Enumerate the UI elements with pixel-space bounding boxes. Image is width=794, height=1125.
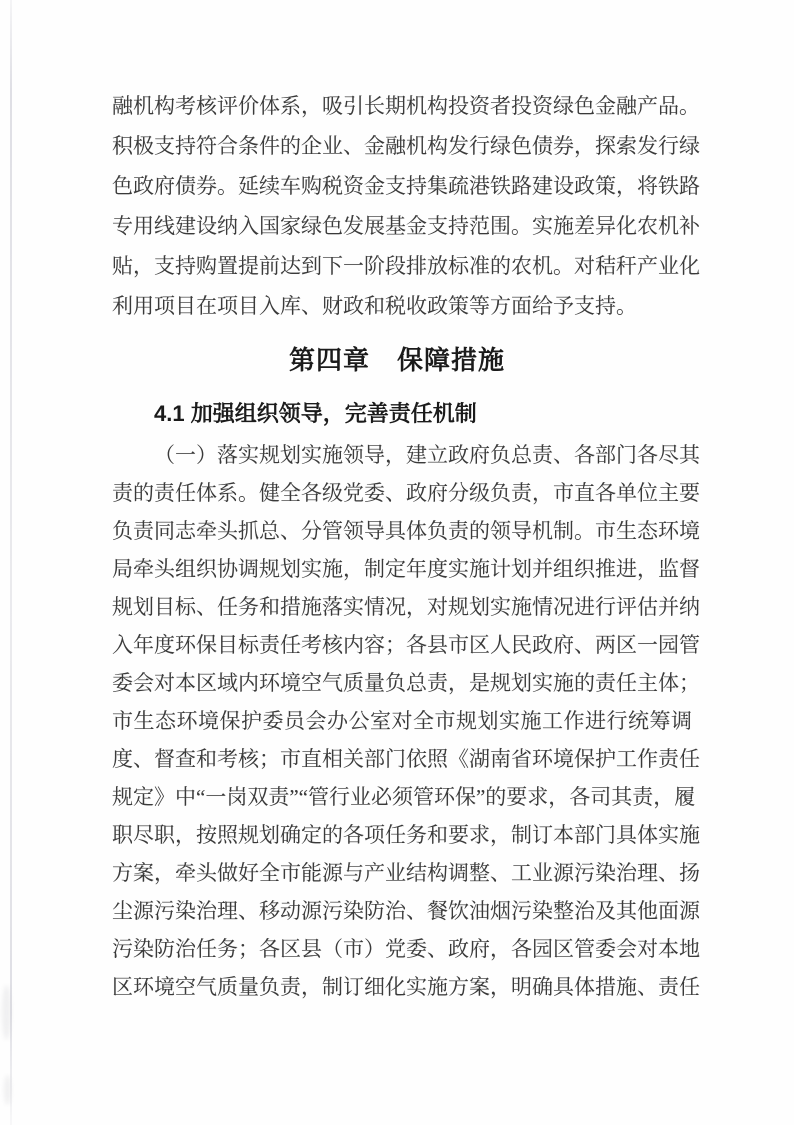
text-line: 入年度环保目标责任考核内容；各县市区人民政府、两区一园管 (112, 633, 700, 657)
section-heading: 4.1 加强组织领导，完善责任机制 (154, 401, 477, 426)
text-line: 市生态环境保护委员会办公室对全市规划实施工作进行统筹调 (112, 709, 692, 733)
text-line: 区环境空气质量负责，制订细化实施方案，明确具体措施、责任 (112, 975, 700, 999)
scan-artifact-left-line (10, 0, 12, 1125)
chapter-heading: 第四章 保障措施 (288, 345, 505, 375)
text-line: 污染防治任务；各区县（市）党委、政府，各园区管委会对本地 (112, 937, 700, 961)
text-line: 局牵头组织协调规划实施，制定年度实施计划并组织推进，监督 (112, 557, 700, 581)
text-line: 尘源污染治理、移动源污染防治、餐饮油烟污染整治及其他面源 (112, 899, 700, 923)
text-line: 规划目标、任务和措施落实情况，对规划实施情况进行评估并纳 (112, 595, 700, 619)
main-paragraph (112, 436, 700, 1006)
text-line: 专用线建设纳入国家绿色发展基金支持范围。实施差异化农机补 (112, 214, 700, 238)
text-line: 负责同志牵头抓总、分管领导具体负责的领导机制。市生态环境 (112, 519, 700, 543)
text-line: 贴，支持购置提前达到下一阶段排放标准的农机。对秸秆产业化 (112, 254, 700, 278)
text-line: 色政府债券。延续车购税资金支持集疏港铁路建设政策，将铁路 (112, 174, 700, 198)
continued-paragraph (112, 86, 700, 326)
scan-artifact-smudge (2, 985, 11, 1040)
text-line: 积极支持符合条件的企业、金融机构发行绿色债券，探索发行绿 (112, 134, 700, 158)
text-line: 度、督查和考核；市直相关部门依照《湖南省环境保护工作责任 (112, 747, 700, 771)
text-line: 责的责任体系。健全各级党委、政府分级负责，市直各单位主要 (112, 481, 700, 505)
text-line: 职尽职，按照规划确定的各项任务和要求，制订本部门具体实施 (112, 823, 700, 847)
text-line: 方案，牵头做好全市能源与产业结构调整、工业源污染治理、扬 (112, 861, 700, 885)
text-line: 委会对本区域内环境空气质量负总责，是规划实施的责任主体； (112, 671, 700, 695)
text-line: 利用项目在项目入库、财政和税收政策等方面给予支持。 (112, 294, 637, 318)
text-line: 规定》中“一岗双责”“管行业必须管环保”的要求，各司其责，履 (112, 785, 696, 809)
text-line: 融机构考核评价体系，吸引长期机构投资者投资绿色金融产品。 (112, 94, 700, 118)
text-line: （一）落实规划实施领导，建立政府负总责、各部门各尽其 (154, 443, 700, 467)
scan-artifact-smudge (4, 1075, 11, 1105)
